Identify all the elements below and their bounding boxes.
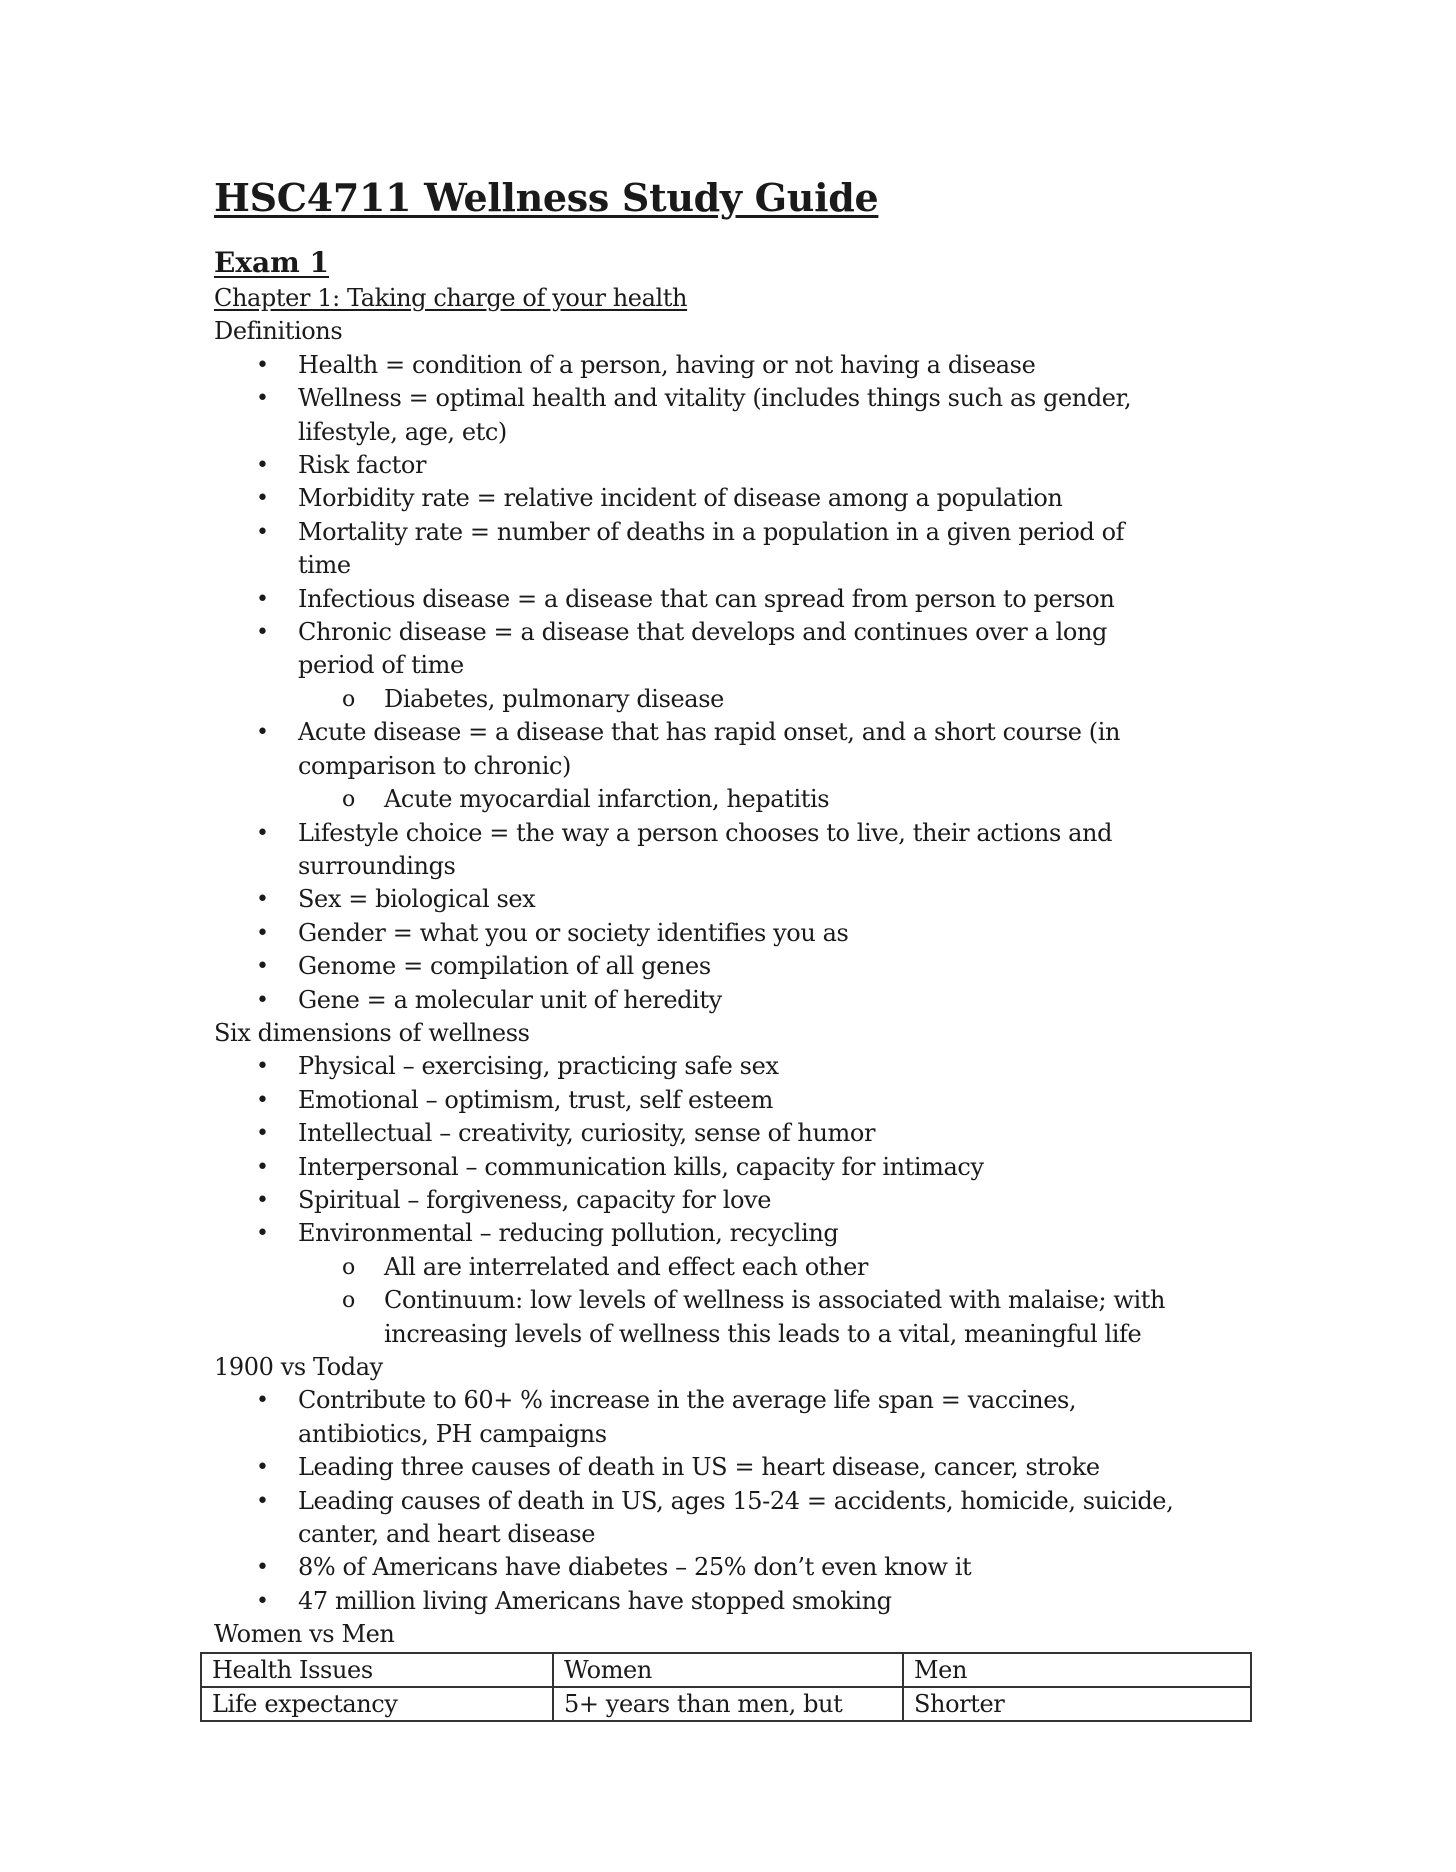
today-list (214, 1384, 1254, 1618)
list-item-text: Chronic disease = a disease that develops and continues over a long period of time (298, 618, 1107, 680)
list-item (214, 1117, 1174, 1150)
list-item (214, 382, 1174, 449)
bullet-icon: • (256, 987, 269, 1013)
list-item-text: Leading causes of death in US, ages 15-24 = accidents, homicide, suicide, canter, and heart disease (298, 1486, 1174, 1549)
list-item (214, 1485, 1174, 1552)
bullet-icon: • (256, 453, 269, 479)
sub-list-item (214, 783, 1256, 816)
list-item-text: Genome = compilation of all genes (298, 952, 711, 981)
list-item-text: Intellectual – creativity, curiosity, sense of humor (298, 1119, 876, 1148)
sub-bullet-icon: o (342, 1288, 355, 1314)
list-item-text: 8% of Americans have diabetes – 25% don’t even know it (298, 1553, 972, 1582)
list-item (214, 1384, 1174, 1451)
list-item-text: Leading three causes of death in US = heart disease, cancer, stroke (298, 1453, 1100, 1482)
bullet-icon: • (256, 720, 269, 746)
sub-bullet-icon: o (342, 787, 355, 813)
list-item-text: Infectious disease = a disease that can spread from person to person (298, 584, 1115, 613)
bullet-icon: • (256, 519, 269, 545)
sub-list-item (214, 1284, 1256, 1351)
list-item-text: Environmental – reducing pollution, recycling (298, 1219, 839, 1248)
list-item-text: Wellness = optimal health and vitality (includes things such as gender, lifestyle, age, etc) (298, 384, 1132, 446)
bullet-icon: • (256, 1221, 269, 1247)
exam-heading: Exam 1 (214, 246, 330, 279)
list-item-text: Mortality rate = number of deaths in a population in a given period of time (298, 517, 1125, 580)
definitions-heading: Definitions (214, 317, 343, 346)
document-title: HSC4711 Wellness Study Guide (214, 175, 879, 220)
sub-list (298, 783, 1174, 816)
bullet-icon: • (256, 1455, 269, 1481)
today-heading: 1900 vs Today (214, 1353, 383, 1381)
table-header-cell: Men (903, 1653, 1251, 1687)
sub-list (298, 683, 1174, 716)
sub-list-item-text: Continuum: low levels of wellness is associated with malaise; with increasing levels of wellness this leads to a vital, meaningful life (384, 1286, 1166, 1348)
list-item (214, 917, 1174, 950)
dimensions-list (214, 1050, 1254, 1351)
bullet-icon: • (256, 954, 269, 980)
list-item (214, 516, 1174, 583)
sub-list-item-text: Diabetes, pulmonary disease (384, 684, 724, 713)
bullet-icon: • (256, 820, 269, 846)
sub-bullet-icon: o (342, 686, 355, 712)
sub-list-item-text: Acute myocardial infarction, hepatitis (384, 785, 830, 814)
list-item (214, 1084, 1174, 1117)
bullet-icon: • (256, 620, 269, 646)
bullet-icon: • (256, 1187, 269, 1213)
list-item (214, 1585, 1174, 1618)
table-header-row (201, 1653, 1251, 1687)
list-item-text: 47 million living Americans have stopped smoking (298, 1586, 892, 1615)
list-item (214, 583, 1174, 616)
list-item (214, 349, 1174, 382)
document-page (214, 168, 1254, 1722)
women-men-table (200, 1652, 1252, 1722)
bullet-icon: • (256, 1555, 269, 1581)
bullet-icon: • (256, 1154, 269, 1180)
list-item (214, 1451, 1174, 1484)
table-header-cell: Women (553, 1653, 903, 1687)
list-item-text: Sex = biological sex (298, 885, 536, 914)
list-item-text: Physical – exercising, practicing safe sex (298, 1052, 779, 1081)
list-item-text: Lifestyle choice = the way a person chooses to live, their actions and surroundings (298, 818, 1113, 880)
list-item (214, 1184, 1174, 1217)
table-header-cell: Health Issues (201, 1653, 553, 1687)
list-item (214, 1151, 1174, 1184)
definitions-list (214, 349, 1254, 1017)
list-item-text: Contribute to 60+ % increase in the average life span = vaccines, antibiotics, PH campaigns (298, 1386, 1077, 1448)
list-item-text: Acute disease = a disease that has rapid onset, and a short course (in comparison to chronic) (298, 718, 1121, 780)
list-item-text: Risk factor (298, 451, 427, 480)
bullet-icon: • (256, 486, 269, 512)
bullet-icon: • (256, 1087, 269, 1113)
list-item (214, 1050, 1174, 1083)
bullet-icon: • (256, 586, 269, 612)
list-item-text: Morbidity rate = relative incident of disease among a population (298, 484, 1063, 513)
list-item (214, 950, 1174, 983)
bullet-icon: • (256, 1588, 269, 1614)
bullet-icon: • (256, 352, 269, 378)
women-men-table-body (201, 1653, 1251, 1721)
table-cell: Life expectancy (201, 1687, 553, 1721)
chapter-heading: Chapter 1: Taking charge of your health (214, 284, 688, 312)
bullet-icon: • (256, 386, 269, 412)
list-item (214, 1217, 1174, 1351)
list-item-text: Gene = a molecular unit of heredity (298, 985, 722, 1014)
sub-list (298, 1251, 1174, 1351)
list-item (214, 817, 1174, 884)
list-item (214, 716, 1174, 816)
list-item-text: Emotional – optimism, trust, self esteem (298, 1085, 773, 1114)
table-row (201, 1687, 1251, 1721)
bullet-icon: • (256, 887, 269, 913)
sub-bullet-icon: o (342, 1254, 355, 1280)
sub-list-item (214, 683, 1256, 716)
list-item-text: Spiritual – forgiveness, capacity for love (298, 1185, 772, 1214)
sub-list-item-text: All are interrelated and effect each other (384, 1252, 868, 1281)
bullet-icon: • (256, 1488, 269, 1514)
bullet-icon: • (256, 1388, 269, 1414)
bullet-icon: • (256, 1054, 269, 1080)
women-men-heading: Women vs Men (214, 1620, 395, 1649)
list-item (214, 984, 1174, 1017)
list-item-text: Health = condition of a person, having or not having a disease (298, 350, 1036, 379)
list-item (214, 616, 1174, 716)
list-item-text: Interpersonal – communication kills, capacity for intimacy (298, 1152, 984, 1181)
bullet-icon: • (256, 1121, 269, 1147)
table-cell: Shorter (903, 1687, 1251, 1721)
sub-list-item (214, 1251, 1256, 1284)
list-item (214, 449, 1174, 482)
bullet-icon: • (256, 920, 269, 946)
list-item-text: Gender = what you or society identifies you as (298, 918, 849, 947)
list-item (214, 883, 1174, 916)
list-item (214, 1551, 1174, 1584)
list-item (214, 482, 1174, 515)
dimensions-heading: Six dimensions of wellness (214, 1018, 530, 1047)
table-cell: 5+ years than men, but (553, 1687, 903, 1721)
